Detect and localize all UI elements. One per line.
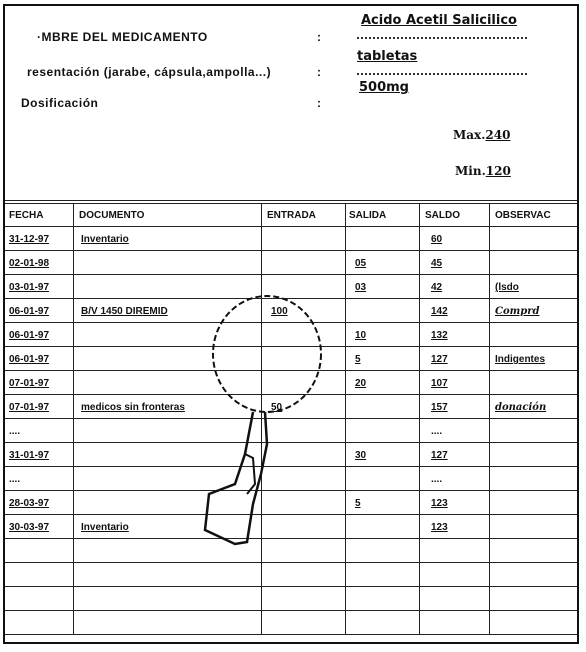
table-cell-saldo: 123 xyxy=(431,498,448,509)
table-cell-entrada: 100 xyxy=(271,306,288,317)
table-cell-saldo: 42 xyxy=(431,282,443,293)
dosage-label: Dosificación xyxy=(21,96,99,110)
table-cell-salida: 5 xyxy=(355,498,361,509)
table-cell-fecha: .... xyxy=(9,474,21,485)
table-cell-fecha: 31-12-97 xyxy=(9,234,50,245)
table-cell-documento: Inventario xyxy=(81,234,129,245)
table-cell-fecha: 06-01-97 xyxy=(9,330,50,341)
table-cell-saldo: 132 xyxy=(431,330,448,341)
table-cell-fecha: 06-01-97 xyxy=(9,354,50,365)
table-cell-fecha: 06-01-97 xyxy=(9,306,50,317)
table-cell-entrada: 50 xyxy=(271,402,283,413)
table-cell-fecha: 31-01-97 xyxy=(9,450,50,461)
column-header-salida: SALIDA xyxy=(349,210,387,221)
table-cell-saldo: 127 xyxy=(431,450,448,461)
table-cell-fecha: 07-01-97 xyxy=(9,402,50,413)
table-cell-saldo: 157 xyxy=(431,402,448,413)
table-cell-observ: Indigentes xyxy=(495,354,546,365)
table-cell-salida: 10 xyxy=(355,330,367,341)
table-row-divider xyxy=(5,250,577,251)
table-row-divider xyxy=(5,586,577,587)
max-stock: Max.240 xyxy=(453,128,511,142)
presentation-value: tabletas xyxy=(357,49,418,64)
table-row-divider xyxy=(5,634,577,635)
table-cell-saldo: 107 xyxy=(431,378,448,389)
colon: : xyxy=(317,65,321,79)
table-column-divider xyxy=(345,203,346,634)
column-header-saldo: SALDO xyxy=(425,210,460,221)
table-cell-observ: (lsdo xyxy=(495,282,519,293)
table-cell-observ: Comprd xyxy=(495,306,540,317)
table-cell-salida: 20 xyxy=(355,378,367,389)
colon: : xyxy=(317,30,321,44)
table-cell-documento: Inventario xyxy=(81,522,129,533)
table-column-divider xyxy=(73,203,74,634)
column-header-fecha: FECHA xyxy=(9,210,44,221)
table-cell-fecha: .... xyxy=(9,426,21,437)
column-header-documento: DOCUMENTO xyxy=(79,210,145,221)
table-cell-fecha: 07-01-97 xyxy=(9,378,50,389)
table-cell-saldo: 127 xyxy=(431,354,448,365)
table-cell-documento: medicos sin fronteras xyxy=(81,402,185,413)
table-row-divider xyxy=(5,610,577,611)
scribble-drawing xyxy=(195,294,345,564)
table-cell-fecha: 30-03-97 xyxy=(9,522,50,533)
medication-name-value: Acido Acetil Salicilico xyxy=(361,13,517,28)
table-cell-documento: B/V 1450 DIREMID xyxy=(81,306,168,317)
table-cell-salida: 5 xyxy=(355,354,361,365)
min-stock: Min.120 xyxy=(455,164,511,178)
table-cell-salida: 30 xyxy=(355,450,367,461)
table-cell-saldo: .... xyxy=(431,474,443,485)
colon: : xyxy=(317,96,321,110)
presentation-label: resentación (jarabe, cápsula,ampolla...) xyxy=(27,65,272,79)
dosage-value: 500mg xyxy=(359,80,409,95)
table-cell-saldo: 142 xyxy=(431,306,448,317)
table-cell-fecha: 28-03-97 xyxy=(9,498,50,509)
table-row-divider xyxy=(5,226,577,227)
dotted-rule xyxy=(357,37,527,39)
table-cell-saldo: 60 xyxy=(431,234,443,245)
table-top-border xyxy=(5,200,577,201)
medication-name-label: ·MBRE DEL MEDICAMENTO xyxy=(37,30,208,44)
table-row-divider xyxy=(5,274,577,275)
table-cell-fecha: 02-01-98 xyxy=(9,258,50,269)
column-header-entrada: ENTRADA xyxy=(267,210,316,221)
table-column-divider xyxy=(489,203,490,634)
table-top-border-inner xyxy=(5,203,577,204)
table-cell-saldo: 123 xyxy=(431,522,448,533)
table-cell-saldo: 45 xyxy=(431,258,443,269)
table-column-divider xyxy=(419,203,420,634)
table-cell-observ: donación xyxy=(495,402,547,413)
table-cell-salida: 03 xyxy=(355,282,367,293)
table-cell-salida: 05 xyxy=(355,258,367,269)
column-header-observaciones: OBSERVAC xyxy=(495,210,551,221)
inventory-card xyxy=(3,4,579,644)
table-cell-saldo: .... xyxy=(431,426,443,437)
dotted-rule xyxy=(357,73,527,75)
table-cell-fecha: 03-01-97 xyxy=(9,282,50,293)
